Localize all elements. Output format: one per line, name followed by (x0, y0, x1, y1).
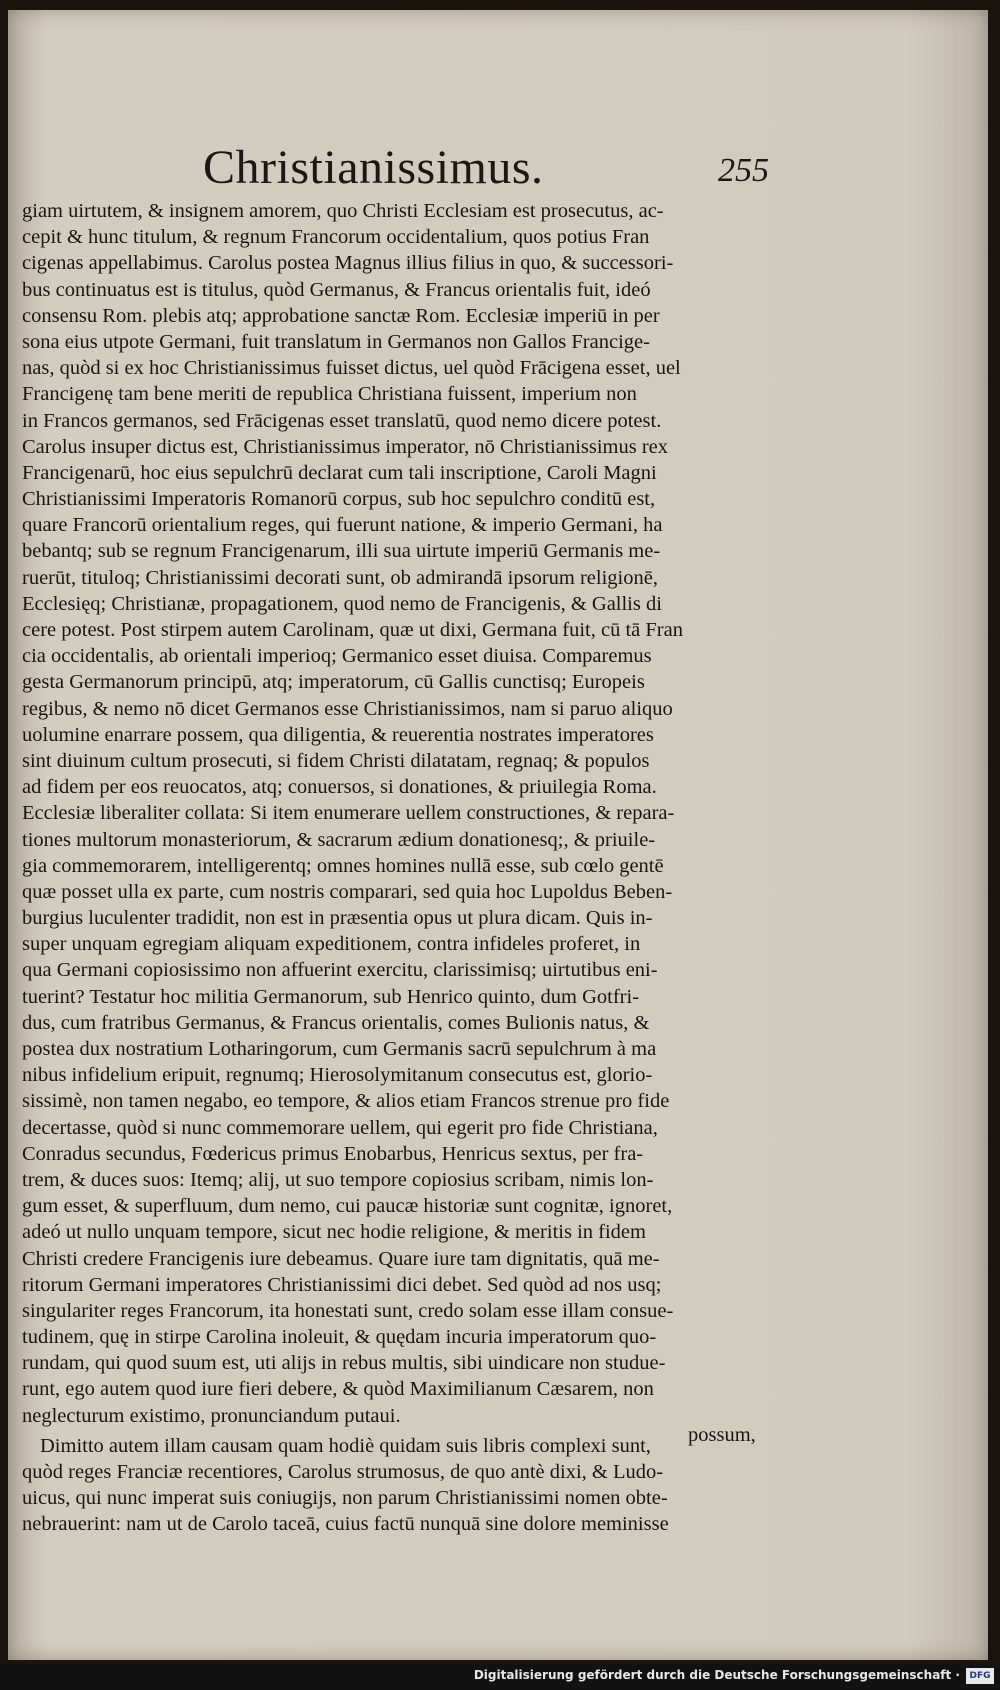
text-line: quare Francorū orientalium reges, qui fuerunt natione, & imperio Germani, ha (22, 514, 663, 537)
text-line: postea dux nostratium Lotharingorum, cum Germanis sacrū sepulchrum à ma (22, 1038, 657, 1060)
text-line: Ecclesięq; Christianæ, propagationem, quod nemo de Francigenis, & Gallis di (22, 592, 662, 615)
text-line: Ecclesiæ liberaliter collata: Si item enumerare uellem constructiones, & repara- (22, 802, 675, 825)
text-line: cia occidentalis, ab orientali imperioq; Germanico esset diuisa. Comparemus (22, 645, 652, 668)
text-line: sona eius utpote Germani, fuit translatum in Germanos non Gallos Francige- (22, 330, 650, 353)
text-line: rundam, qui quod suum est, uti alijs in rebus multis, sibi uindicare non studue- (22, 1352, 666, 1375)
text-line: quæ posset ulla ex parte, cum nostris comparari, sed quia hoc Lupoldus Beben- (22, 880, 673, 903)
text-line: Dimitto autem illam causam quam hodiè quidam suis libris complexi sunt, (40, 1434, 651, 1457)
footer-bar (0, 1664, 1000, 1690)
paragraph (22, 1433, 782, 1538)
page-number: 255 (718, 152, 769, 189)
text-line: tudinem, quę in stirpe Carolina inoleuit, & quędam incuria imperatorum quo- (22, 1326, 657, 1349)
text-line: dus, cum fratribus Germanus, & Francus orientalis, comes Bulionis natus, & (22, 1011, 650, 1034)
text-line: ritorum Germani imperatores Christianissimi dici debet. Sed quòd ad nos usq; (22, 1273, 662, 1296)
book-page (8, 10, 988, 1660)
dfg-logo: DFG (966, 1668, 994, 1684)
text-line: decertasse, quòd si nunc commemorare uellem, qui egerit pro fide Christiana, (22, 1116, 658, 1139)
text-line: Carolus insuper dictus est, Christianissimus imperator, nō Christianissimus rex (22, 435, 669, 458)
text-line: nas, quòd si ex hoc Christianissimus fuisset dictus, uel quòd Frācigena esset, uel (22, 357, 681, 380)
text-line: quòd reges Franciæ recentiores, Carolus strumosus, de quo antè dixi, & Ludo- (22, 1461, 664, 1483)
text-line: regibus, & nemo nō dicet Germanos esse Christianissimos, nam si paruo aliquo (22, 697, 673, 720)
text-line: consensu Rom. plebis atq; approbatione sanctæ Rom. Ecclesiæ imperiū in per (22, 304, 660, 327)
text-line: nebrauerint: nam ut de Carolo taceā, cuius factū nunquā sine dolore meminisse (22, 1513, 669, 1536)
text-line: cigenas appellabimus. Carolus postea Magnus illius filius in quo, & successori- (22, 252, 674, 275)
text-line: tiones multorum monasteriorum, & sacrarum ædium donationesq;, & priuile- (22, 828, 656, 851)
text-line: Francigenarū, hoc eius sepulchrū declarat cum tali inscriptione, Caroli Magni (22, 461, 657, 484)
text-line: bebantq; sub se regnum Francigenarum, illi sua uirtute imperiū Germanis me- (22, 540, 661, 563)
text-line: gum esset, & superfluum, dum nemo, cui paucæ historiæ sunt cognitæ, ignoret, (22, 1195, 673, 1218)
text-line: tuerint? Testatur hoc militia Germanorum, sub Henrico quinto, dum Gotfri- (22, 985, 640, 1008)
text-line: adeó ut nullo unquam tempore, sicut nec hodie religione, & meritis in fidem (22, 1221, 646, 1244)
text-line: gesta Germanorum principū, atq; imperatorum, cū Gallis cunctisq; Europeis (22, 671, 645, 694)
page-header (8, 140, 988, 200)
running-head: Christianissimus. (203, 141, 544, 194)
text-line: uicus, qui nunc imperat suis coniugijs, non parum Christianissimi nomen obte- (22, 1487, 668, 1510)
text-line: in Francos germanos, sed Frācigenas esset translatū, quod nemo dicere potest. (22, 409, 662, 432)
text-line: giam uirtutem, & insignem amorem, quo Christi Ecclesiam est prosecutus, ac- (22, 200, 664, 222)
text-line: sissimè, non tamen negabo, eo tempore, & alios etiam Francos strenue pro fide (22, 1090, 670, 1113)
text-line: super unquam egregiam aliquam expeditionem, contra infideles proferet, in (22, 933, 641, 956)
text-line: runt, ego autem quod iure fieri debere, & quòd Maximilianum Cæsarem, non (22, 1378, 654, 1401)
text-line: ad fidem per eos reuocatos, atq; conuersos, si donationes, & priuilegia Roma. (22, 776, 657, 799)
catchword: possum, (688, 1424, 756, 1446)
text-line: singulariter reges Francorum, ita honestati sunt, credo solam esse illam consue- (22, 1299, 674, 1322)
text-line: cere potest. Post stirpem autem Carolinam, quæ ut dixi, Germana fuit, cū tā Fran (22, 619, 683, 641)
text-line: ruerūt, tituloq; Christianissimi decorati sunt, ob admirandā ipsorum religionē, (22, 566, 658, 589)
text-line: Christianissimi Imperatoris Romanorū corpus, sub hoc sepulchro conditū est, (22, 488, 656, 511)
text-block (22, 198, 782, 1538)
paragraph (22, 198, 782, 1429)
text-line: trem, & duces suos: Itemq; alij, ut suo tempore copiosius scribam, nimis lon- (22, 1168, 654, 1191)
text-line: gia commemorarem, intelligerentq; omnes homines nullā esse, sub cœlo gentē (22, 854, 664, 877)
footer-credit: Digitalisierung gefördert durch die Deutsche Forschungsgemeinschaft · (473, 1668, 960, 1682)
text-line: burgius luculenter tradidit, non est in præsentia opus ut plura dicam. Quis in- (22, 907, 653, 930)
text-line: sint diuinum cultum prosecuti, si fidem Christi dilatatam, regnaq; & populos (22, 749, 650, 772)
text-line: nibus infidelium eripuit, regnumq; Hierosolymitanum consecutus est, glorio- (22, 1064, 653, 1087)
text-line: Francigenę tam bene meriti de republica Christiana fuissent, imperium non (22, 383, 637, 406)
text-line: Conradus secundus, Fœdericus primus Enobarbus, Henricus sextus, per fra- (22, 1142, 644, 1165)
text-line: cepit & hunc titulum, & regnum Francorum occidentalium, quos potius Fran (22, 226, 650, 249)
text-line: bus continuatus est is titulus, quòd Germanus, & Francus orientalis fuit, ideó (22, 278, 651, 301)
text-line: uolumine enarrare possem, qua diligentia, & reuerentia nostrates imperatores (22, 723, 654, 746)
text-line: neglecturum existimo, pronunciandum putaui. (22, 1404, 401, 1427)
text-line: qua Germani copiosissimo non affuerint exercitu, clarissimisq; uirtutibus eni- (22, 959, 658, 982)
text-line: Christi credere Francigenis iure debeamus. Quare iure tam dignitatis, quā me- (22, 1247, 660, 1270)
